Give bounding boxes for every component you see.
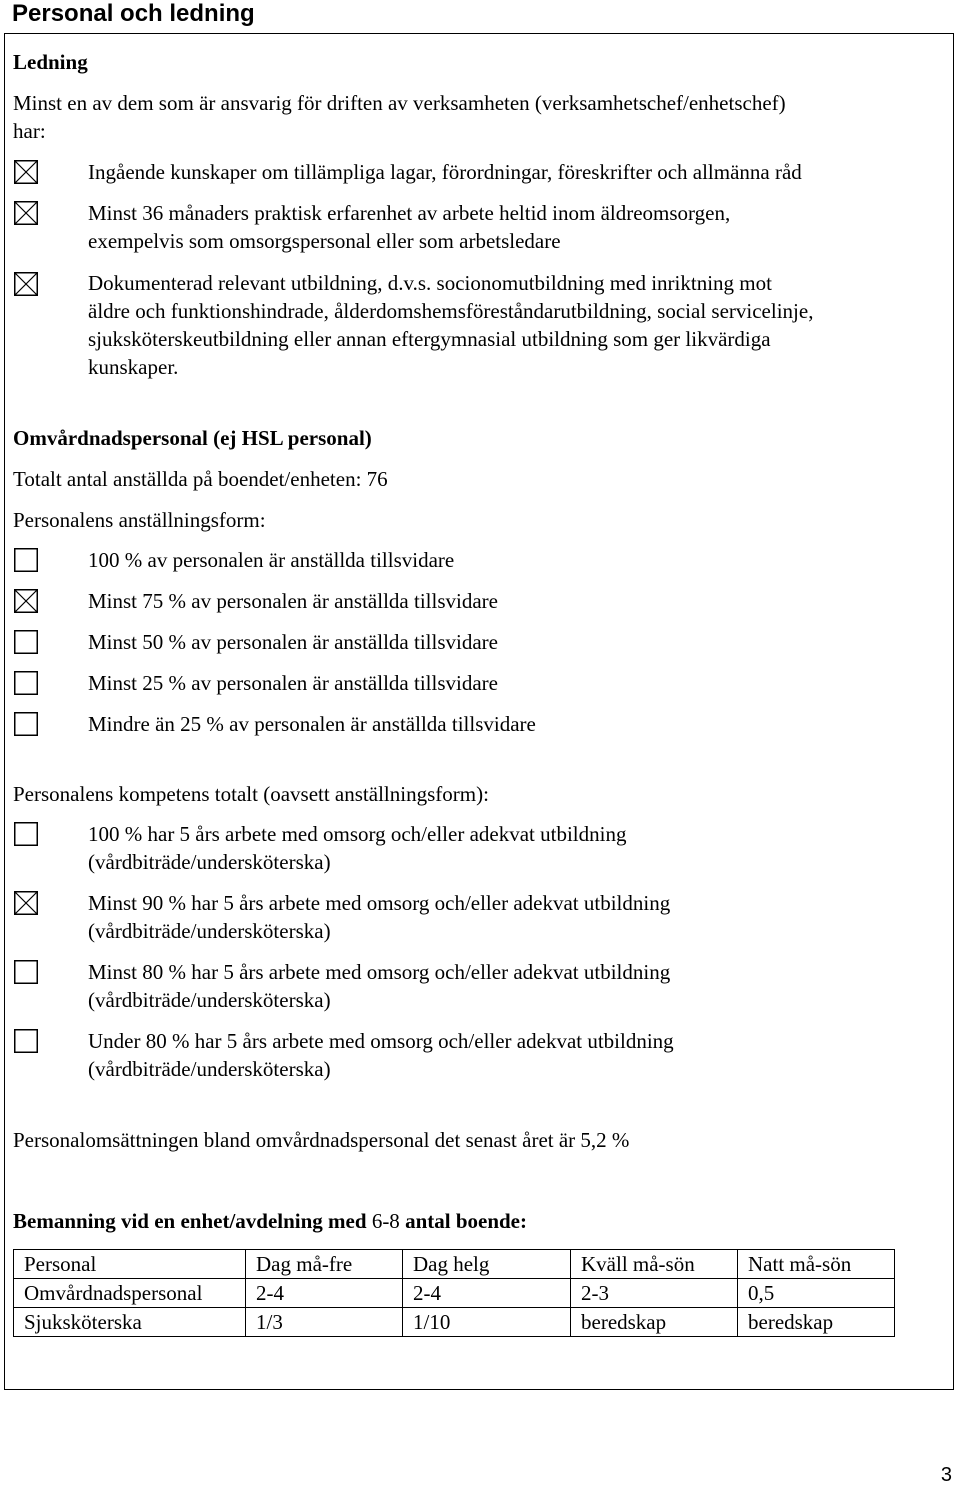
checkbox-icon: [14, 1029, 38, 1053]
table-row: [14, 1279, 895, 1308]
komp-item-under-80: Under 80 % har 5 års arbete med omsorg och/eller adekvat utbildning: [88, 1029, 674, 1053]
turnover-text: Personalomsättningen bland omvårdnadspersonal det senast året är 5,2 %: [13, 1128, 630, 1152]
komp-item-90-cont: (vårdbiträde/undersköterska): [88, 919, 331, 943]
table-header-row: [14, 1250, 895, 1279]
checkbox-icon: [14, 822, 38, 846]
table-cell: 1/10: [403, 1308, 571, 1337]
checkbox-erfarenhet[interactable]: [14, 201, 38, 225]
table-cell: Dag helg: [403, 1250, 571, 1279]
checkbox-lagar[interactable]: [14, 160, 38, 184]
ledning-item-utbildning-cont3: kunskaper.: [88, 355, 179, 379]
table-cell: Natt må-sön: [738, 1250, 895, 1279]
checkbox-under-25-tillsvidare[interactable]: [14, 712, 38, 736]
ledning-item-utbildning-cont2: sjuksköterskeutbildning eller annan eftergymnasial utbildning som ger likvärdiga: [88, 327, 771, 351]
table-cell: 2-3: [571, 1279, 738, 1308]
omvardnad-heading: Omvårdnadspersonal (ej HSL personal): [13, 426, 372, 450]
ledning-item-utbildning: Dokumenterad relevant utbildning, d.v.s. socionomutbildning med inriktning mot: [88, 271, 772, 295]
ledning-item-utbildning-cont1: äldre och funktionshindrade, ålderdomshemsföreståndarutbildning, social servicelinje,: [88, 299, 814, 323]
komp-item-80-cont: (vårdbiträde/undersköterska): [88, 988, 331, 1012]
checkbox-icon: [14, 160, 38, 184]
checkbox-komp-80[interactable]: [14, 960, 38, 984]
table-cell: beredskap: [571, 1308, 738, 1337]
checkbox-icon: [14, 712, 38, 736]
checkbox-icon: [14, 891, 38, 915]
komp-item-100: 100 % har 5 års arbete med omsorg och/eller adekvat utbildning: [88, 822, 627, 846]
checkbox-komp-90[interactable]: [14, 891, 38, 915]
form-item-25: Minst 25 % av personalen är anställda tillsvidare: [88, 671, 498, 695]
checkbox-25-tillsvidare[interactable]: [14, 671, 38, 695]
table-cell: 0,5: [738, 1279, 895, 1308]
checkbox-icon: [14, 272, 38, 296]
table-cell: Sjuksköterska: [14, 1308, 246, 1337]
komp-item-under-80-cont: (vårdbiträde/undersköterska): [88, 1057, 331, 1081]
komp-item-100-cont: (vårdbiträde/undersköterska): [88, 850, 331, 874]
checkbox-75-tillsvidare[interactable]: [14, 589, 38, 613]
table-cell: beredskap: [738, 1308, 895, 1337]
form-item-under-25: Mindre än 25 % av personalen är anställda tillsvidare: [88, 712, 536, 736]
table-row: [14, 1308, 895, 1337]
ledning-heading: Ledning: [13, 50, 88, 74]
ledning-intro-line2: har:: [13, 119, 46, 143]
checkbox-100-tillsvidare[interactable]: [14, 548, 38, 572]
total-employees: Totalt antal anställda på boendet/enheten: 76: [13, 467, 388, 491]
checkbox-icon: [14, 201, 38, 225]
form-item-50: Minst 50 % av personalen är anställda tillsvidare: [88, 630, 498, 654]
table-cell: 2-4: [403, 1279, 571, 1308]
form-item-100: 100 % av personalen är anställda tillsvidare: [88, 548, 455, 572]
staffing-table: [13, 1249, 895, 1337]
bemanning-heading: [13, 1207, 527, 1235]
checkbox-icon: [14, 671, 38, 695]
kompetens-label: Personalens kompetens totalt (oavsett anställningsform):: [13, 782, 489, 806]
page-title: Personal och ledning: [12, 0, 255, 27]
ledning-intro-line1: Minst en av dem som är ansvarig för driften av verksamheten (verksamhetschef/enhetschef): [13, 91, 786, 115]
table-cell: Kväll må-sön: [571, 1250, 738, 1279]
komp-item-80: Minst 80 % har 5 års arbete med omsorg och/eller adekvat utbildning: [88, 960, 671, 984]
ledning-item-erfarenhet: Minst 36 månaders praktisk erfarenhet av arbete heltid inom äldreomsorgen,: [88, 201, 731, 225]
checkbox-50-tillsvidare[interactable]: [14, 630, 38, 654]
table-cell: 2-4: [246, 1279, 403, 1308]
bemanning-count: 6-8: [371, 1209, 400, 1233]
table-cell: 1/3: [246, 1308, 403, 1337]
page-number: 3: [940, 1464, 952, 1486]
checkbox-icon: [14, 960, 38, 984]
checkbox-icon: [14, 630, 38, 654]
form-label: Personalens anställningsform:: [13, 508, 266, 532]
form-item-75: Minst 75 % av personalen är anställda tillsvidare: [88, 589, 498, 613]
komp-item-90: Minst 90 % har 5 års arbete med omsorg och/eller adekvat utbildning: [88, 891, 671, 915]
checkbox-utbildning[interactable]: [14, 272, 38, 296]
table-cell: Personal: [14, 1250, 246, 1279]
table-cell: Omvårdnadspersonal: [14, 1279, 246, 1308]
bemanning-heading-a: Bemanning vid en enhet/avdelning med: [13, 1209, 372, 1233]
bemanning-heading-c: antal boende:: [399, 1209, 527, 1233]
ledning-item-erfarenhet-cont: exempelvis som omsorgspersonal eller som arbetsledare: [88, 229, 561, 253]
table-cell: Dag må-fre: [246, 1250, 403, 1279]
checkbox-icon: [14, 548, 38, 572]
checkbox-komp-100[interactable]: [14, 822, 38, 846]
ledning-item-lagar: Ingående kunskaper om tillämpliga lagar, förordningar, föreskrifter och allmänna råd: [88, 160, 802, 184]
checkbox-icon: [14, 589, 38, 613]
checkbox-komp-under-80[interactable]: [14, 1029, 38, 1053]
